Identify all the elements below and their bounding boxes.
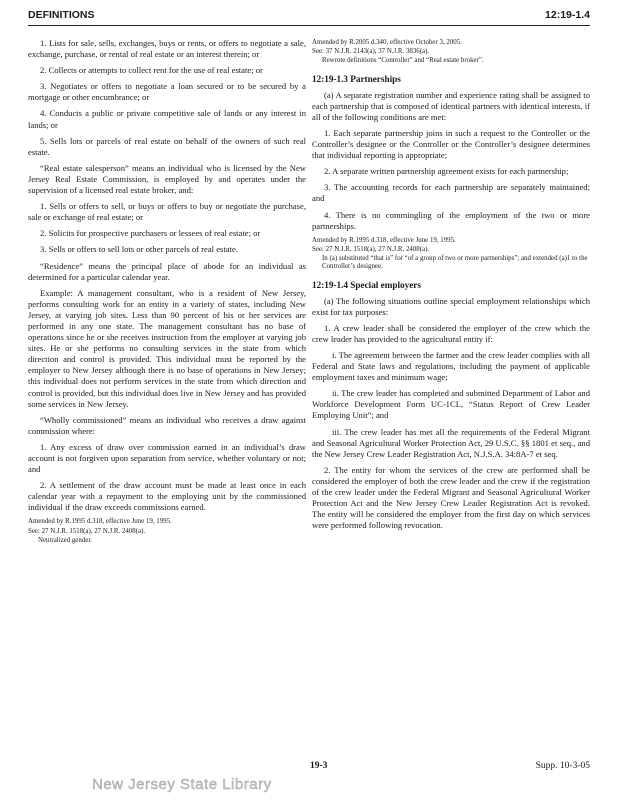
- amendment-line: Rewrote definitions “Controller” and “Real estate broker”.: [322, 57, 484, 65]
- paragraph: (a) The following situations outline special employment relationships which exist for tax purposes:: [312, 295, 590, 317]
- left-column: [28, 38, 306, 553]
- right-column: [312, 38, 590, 536]
- amendment-line: See: 27 N.J.R. 1518(a), 27 N.J.R. 2408(a).: [312, 245, 430, 253]
- amendment-line: In (a) substituted “that is” for “of a group of two or more partnerships”; and extended (a)1 to the Controller’s designee.: [322, 255, 588, 271]
- numbered-item: 4. There is no commingling of the employment of the two or more partnerships.: [312, 209, 590, 231]
- amendment-line: Amended by R.1995 d.318, effective June 19, 1995.: [28, 518, 172, 526]
- numbered-item: 5. Sells lots or parcels of real estate on behalf of the owners of such real estate.: [28, 135, 306, 157]
- numbered-item: 4. Conducts a public or private competitive sale of lands or any interest in lands; or: [28, 108, 306, 130]
- page-footer: [28, 761, 590, 775]
- amendment-note: [312, 39, 590, 66]
- roman-subitem: i. The agreement between the farmer and the crew leader complies with all Federal and State laws and regulations, including the payment of applicable employment taxes and minimum wage;: [312, 350, 590, 383]
- numbered-item: 1. Lists for sale, sells, exchanges, buys or rents, or offers to negotiate a sale, exchange, purchase, or rental of real estate or an interest therein; or: [28, 38, 306, 60]
- paragraph: “Real estate salesperson” means an individual who is licensed by the New Jersey Real Estate Commission, is employed by and operates under the supervision of a licensed real estate broker, and:: [28, 162, 306, 196]
- header-section-number: 12:19-1.4: [545, 9, 590, 21]
- roman-subitem: ii. The crew leader has completed and submitted Department of Labor and Workforce Development Form UC-1CL, “Status Report of Crew Leader Employing Unit”; and: [312, 388, 590, 421]
- library-watermark: New Jersey State Library: [92, 776, 272, 793]
- amendment-line: See: 27 N.J.R. 1518(a), 27 N.J.R. 2408(a).: [28, 527, 146, 535]
- paragraph: (a) A separate registration number and experience rating shall be assigned to each partnership that is composed of identical partners with identical interests, if all of the following conditions are met:: [312, 89, 590, 122]
- numbered-item: 2. Solicits for prospective purchasers or lessees of real estate; or: [40, 228, 261, 239]
- numbered-item: 2. A separate written partnership agreement exists for each partnership;: [324, 166, 569, 177]
- roman-subitem: iii. The crew leader has met all the requirements of the Federal Migrant and Seasonal Agricultural Worker Protection Act, 29 U.S.C. §§ 1801 et seq., and the New Jersey Crew Leader Registration Act, N.J.S.A. 34:8A-7 et seq.: [312, 426, 590, 459]
- amendment-line: Amended by R.1995 d.318, effective June 19, 1995.: [312, 236, 456, 244]
- section-heading: 12:19-1.3 Partnerships: [312, 73, 401, 84]
- numbered-item: 2. The entity for whom the services of the crew are performed shall be considered the employer of both the crew leader and the crew if the registration of the crew leader under the Federal Migrant and Seasonal Agricultural Worker Protection Act and the New Jersey Crew Leader Registration Act is revoked. The entity will be considered the employer from the first day on which services were performed following revocation.: [312, 464, 590, 531]
- numbered-item: 3. Negotiates or offers to negotiate a loan secured or to be secured by a mortgage or other encumbrance; or: [28, 81, 306, 103]
- paragraph: “Residence” means the principal place of abode for an individual as determined for a particular calendar year.: [28, 260, 306, 282]
- amendment-line: Amended by R.2005 d.340, effective October 3, 2005.: [312, 39, 462, 46]
- numbered-item: 3. The accounting records for each partnership are separately maintained; and: [312, 182, 590, 204]
- amendment-note: [28, 518, 306, 545]
- running-header: [28, 7, 590, 26]
- paragraph: “Wholly commissioned” means an individual who receives a draw against commission where:: [28, 414, 306, 436]
- section-heading: 12:19-1.4 Special employers: [312, 279, 421, 290]
- amendment-line: See: 37 N.J.R. 2143(a), 37 N.J.R. 3836(a).: [312, 48, 430, 56]
- numbered-item: 1. Each separate partnership joins in such a request to the Controller or the Controller’s designee or the Controller or the Controller’s designee determines that individual reporting is appropriate;: [312, 127, 590, 161]
- amendment-note: [312, 237, 590, 272]
- header-section-title: DEFINITIONS: [28, 9, 95, 21]
- supplement-date: Supp. 10-3-05: [535, 761, 590, 771]
- numbered-item: 2. Collects or attempts to collect rent for the use of real estate; or: [40, 65, 263, 76]
- numbered-item: 3. Sells or offers to sell lots or other parcels of real estate.: [40, 244, 238, 255]
- amendment-line: Neutralized gender.: [38, 536, 92, 544]
- numbered-item: 2. A settlement of the draw account must be made at least once in each calendar year with a repayment to the employing unit by the commissioned individual if the draw exceeds commissions earned.: [28, 480, 306, 513]
- numbered-item: 1. A crew leader shall be considered the employer of the crew which the crew leader has provided to the agricultural entity if:: [312, 322, 590, 344]
- paragraph: Example: A management consultant, who is a resident of New Jersey, performs consulting work for an entity in a variety of states, including New Jersey, at varying job sites. Less than 90 percent of his or her services are performed in any one state. The management consultant has no base of operations since he or she receives instruction from the employer at varying job sites. He or she performs no consulting services in the state from which direction and control is provided. This individual must be reported by the employer to New Jersey although there is no base of operations in New Jersey; this individual does not perform services in the state from which direction and control is provided, but this individual does live in New Jersey and has provided some services in New Jersey.: [28, 287, 306, 409]
- page-number: 19-3: [310, 761, 328, 771]
- numbered-item: 1. Sells or offers to sell, or buys or offers to buy or negotiate the purchase, sale or exchange of real estate; or: [28, 201, 306, 223]
- numbered-item: 1. Any excess of draw over commission earned in an individual’s draw account is not forgiven upon separation from service, whether voluntary or not; and: [28, 441, 306, 475]
